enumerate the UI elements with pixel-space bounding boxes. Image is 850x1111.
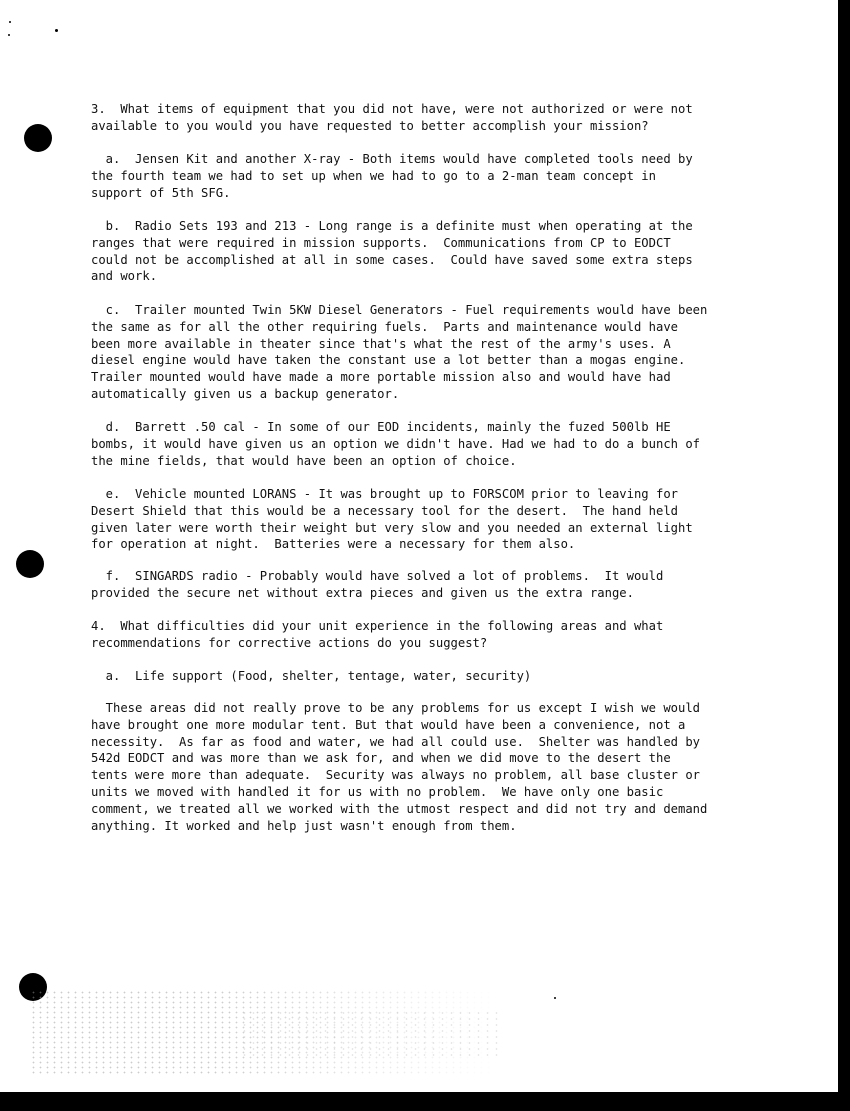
question-3-item-c: c. Trailer mounted Twin 5KW Diesel Generators - Fuel requirements would have been the same as for all the other requiring fuels. Parts and maintenance would have been more available in theater since that's what the rest of the army's uses. A diesel engine would have taken the constant use a lot better than a mogas engine. Trailer mounted would have made a more portable mission also and would have had automatically given us a backup generator. <box>91 303 708 401</box>
scan-speck <box>9 21 11 23</box>
question-4-heading: 4. What difficulties did your unit experience in the following areas and what recommendations for corrective actions do you suggest? <box>91 619 664 650</box>
scan-edge-bottom <box>0 1092 850 1111</box>
scan-speck <box>554 997 556 999</box>
scan-edge-right <box>838 0 850 1111</box>
question-3-item-e: e. Vehicle mounted LORANS - It was brought up to FORSCOM prior to leaving for Desert Shield that this would be a necessary tool for the desert. The hand held given later were worth their weight but very slow and you needed an external light for operation at night. Batteries were a necessary for them also. <box>91 487 693 552</box>
binder-hole-top <box>24 124 52 152</box>
question-3-item-f: f. SINGARDS radio - Probably would have solved a lot of problems. It would provided the secure net without extra pieces and given us the extra range. <box>91 569 664 600</box>
question-3-item-b: b. Radio Sets 193 and 213 - Long range is a definite must when operating at the ranges that were required in mission supports. Communications from CP to EODCT could not be accomplished at all in some cases. Could have saved some extra steps and work. <box>91 219 693 284</box>
question-4-item-a: a. Life support (Food, shelter, tentage, water, security) <box>91 669 532 683</box>
scan-speck <box>55 29 58 32</box>
document-body <box>91 101 791 833</box>
scan-noise <box>240 1010 500 1060</box>
question-4-answer: These areas did not really prove to be any problems for us except I wish we would have brought one more modular tent. But that would have been a convenience, not a necessity. As far as food and water, we had all could use. Shelter was handled by 542d EODCT and was more than we ask for, and when we did move to the desert the tents were more than adequate. Security was always no problem, all base cluster or units we moved with handled it for us with no problem. We have only one basic comment, we treated all we worked with the utmost respect and did not try and demand anything. It worked and help just wasn't enough from them. <box>91 701 708 833</box>
question-3-item-a: a. Jensen Kit and another X-ray - Both items would have completed tools need by the fourth team we had to set up when we had to go to a 2-man team concept in support of 5th SFG. <box>91 152 693 200</box>
scan-speck <box>8 34 10 36</box>
question-3-heading: 3. What items of equipment that you did not have, were not authorized or were not available to you would you have requested to better accomplish your mission? <box>91 102 693 133</box>
binder-hole-middle <box>16 550 44 578</box>
question-3-item-d: d. Barrett .50 cal - In some of our EOD incidents, mainly the fuzed 500lb HE bombs, it would have given us an option we didn't have. Had we had to do a bunch of the mine fields, that would have been an option of choice. <box>91 420 701 468</box>
